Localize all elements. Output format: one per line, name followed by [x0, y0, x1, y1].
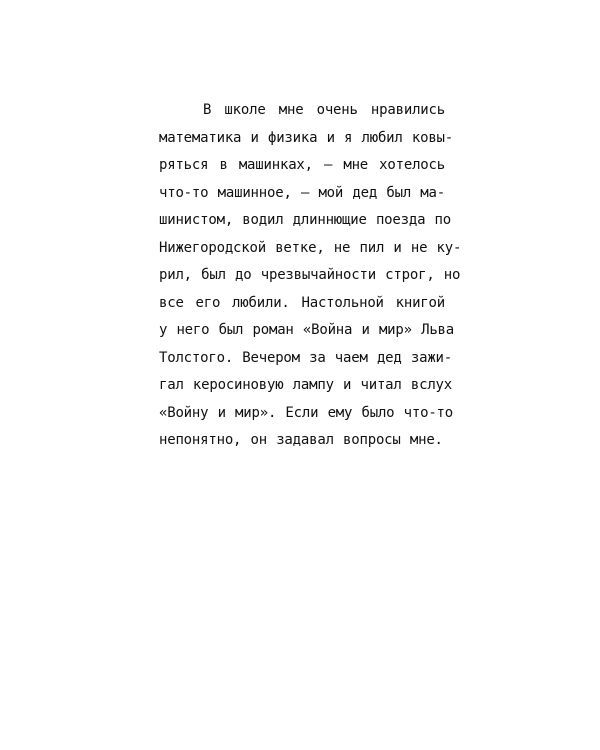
paragraph-line: у него был роман «Война и мир» Льва [159, 322, 455, 338]
paragraph-line: шинистом, водил длиннющие поезда по [159, 212, 452, 228]
paragraph-line: ряться в машинках, — мне хотелось [159, 157, 445, 173]
paragraph-line: что-то машинное, — мой дед был ма- [159, 184, 445, 201]
paragraph-line: непонятно, он задавал вопросы мне. [159, 432, 443, 448]
paragraph-line: Нижегородской ветке, не пил и не ку- [159, 239, 462, 256]
paragraph-line: гал керосиновую лампу и читал вслух [159, 377, 453, 393]
paragraph-line: Толстого. Вечером за чаем дед зажи- [159, 349, 453, 366]
paragraph-line: все его любили. Настольной книгой [159, 294, 445, 311]
paragraph-line: В школе мне очень нравились [203, 102, 445, 118]
body-paragraph [159, 97, 462, 455]
paragraph-line: математика и физика и я любил ковы- [159, 129, 454, 146]
paragraph-line: рил, был до чрезвычайности строг, но [159, 267, 461, 283]
paragraph-line: «Войну и мир». Если ему было что-то [159, 404, 454, 421]
